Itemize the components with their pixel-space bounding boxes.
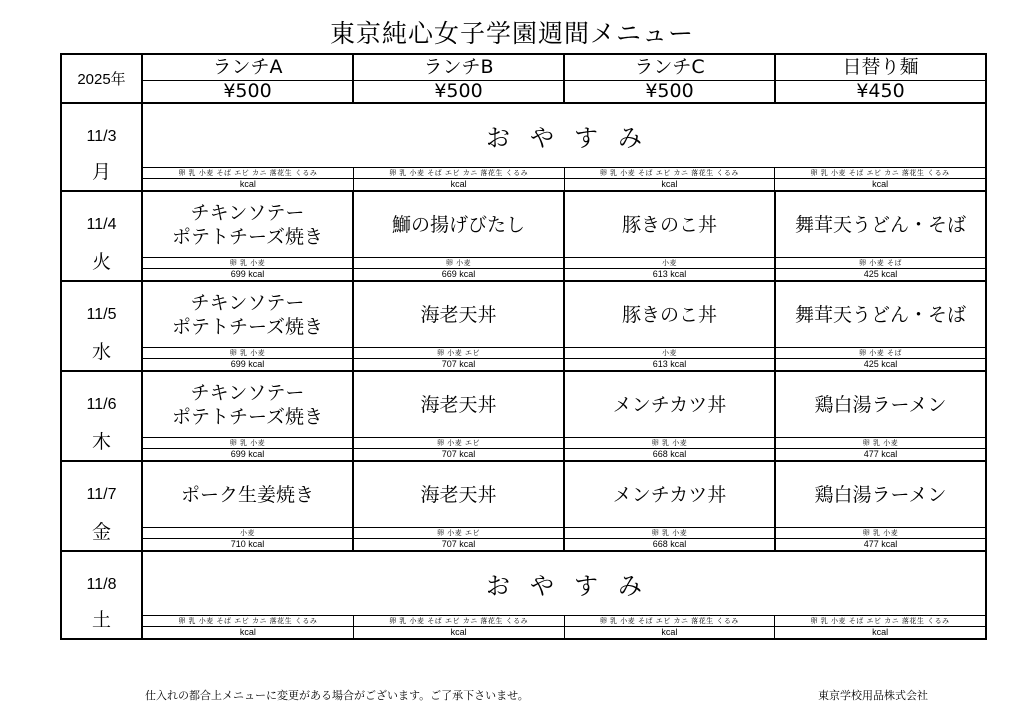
- day-cell: [61, 461, 142, 551]
- company-name: 東京学校用品株式会社: [818, 689, 928, 702]
- holiday-sub-cell: [565, 615, 776, 638]
- allergen-list: 卵 乳 小麦: [565, 437, 774, 448]
- weekday-label: 月: [91, 161, 111, 183]
- dish-line: チキンソテー: [190, 201, 305, 224]
- calorie-value: 613 kcal: [565, 358, 774, 370]
- dish-line: 鶏白湯ラーメン: [814, 483, 947, 506]
- menu-cell: [142, 461, 353, 551]
- calorie-value: 710 kcal: [143, 538, 352, 550]
- allergen-list: 卵 小麦 エビ: [354, 527, 563, 538]
- column-header-lunch-a: [142, 54, 353, 103]
- allergen-list: 卵 小麦 エビ: [354, 347, 563, 358]
- menu-cell: [353, 281, 564, 371]
- header-row: [61, 54, 986, 103]
- day-row: [61, 281, 986, 371]
- holiday-label: おやすみ: [486, 124, 662, 152]
- column-name: ランチB: [423, 56, 494, 78]
- dish-line: 豚きのこ丼: [621, 303, 717, 326]
- calorie-value: kcal: [354, 178, 564, 190]
- menu-cell: [353, 371, 564, 461]
- day-row: [61, 371, 986, 461]
- day-cell: [61, 191, 142, 281]
- column-header-daily-noodle: [775, 54, 986, 103]
- allergen-list: 卵 小麦 そば: [776, 347, 985, 358]
- calorie-value: 707 kcal: [354, 538, 563, 550]
- menu-cell: [564, 191, 775, 281]
- menu-cell: [775, 371, 986, 461]
- dish-name: [565, 372, 774, 437]
- allergen-list: 卵 乳 小麦: [143, 257, 352, 268]
- column-price: ¥500: [354, 80, 563, 102]
- menu-cell: [775, 281, 986, 371]
- dish-line: ポテトチーズ焼き: [171, 225, 324, 248]
- dish-line: 鰤の揚げびたし: [391, 213, 525, 236]
- dish-line: 豚きのこ丼: [621, 213, 717, 236]
- change-notice: 仕入れの都合上メニューに変更がある場合がございます。ご了承下さいませ。: [145, 689, 529, 702]
- calorie-value: 425 kcal: [776, 268, 985, 280]
- dish-name: [354, 372, 563, 437]
- dish-name: [354, 282, 563, 347]
- calorie-value: 477 kcal: [776, 448, 985, 460]
- weekly-menu-table: [60, 53, 987, 640]
- column-price: ¥500: [143, 80, 352, 102]
- menu-cell: [142, 371, 353, 461]
- menu-cell: [564, 461, 775, 551]
- calorie-value: kcal: [775, 626, 985, 638]
- column-name: ランチC: [634, 56, 705, 78]
- allergen-list: 卵 乳 小麦 そば エビ カニ 落花生 くるみ: [143, 615, 353, 626]
- column-header-lunch-c: [564, 54, 775, 103]
- calorie-value: kcal: [143, 626, 353, 638]
- date-label: 11/4: [86, 216, 117, 233]
- dish-line: 舞茸天うどん・そば: [794, 303, 966, 326]
- dish-name: [776, 192, 985, 257]
- holiday-cell: [142, 103, 986, 191]
- calorie-value: kcal: [565, 626, 775, 638]
- column-price: ¥450: [776, 80, 985, 102]
- calorie-value: 425 kcal: [776, 358, 985, 370]
- allergen-list: 卵 乳 小麦 そば エビ カニ 落花生 くるみ: [775, 167, 985, 178]
- calorie-value: 668 kcal: [565, 538, 774, 550]
- holiday-label: おやすみ: [486, 572, 662, 600]
- calorie-value: 699 kcal: [143, 358, 352, 370]
- allergen-list: 卵 小麦: [354, 257, 563, 268]
- menu-cell: [142, 191, 353, 281]
- weekday-label: 土: [91, 609, 111, 631]
- calorie-value: kcal: [565, 178, 775, 190]
- holiday-sub-cell: [354, 167, 565, 190]
- day-row: [61, 551, 986, 639]
- holiday-allergen-row: [143, 167, 985, 190]
- allergen-list: 卵 乳 小麦: [776, 527, 985, 538]
- calorie-value: kcal: [143, 178, 353, 190]
- calorie-value: 699 kcal: [143, 448, 352, 460]
- day-row: [61, 103, 986, 191]
- dish-line: 舞茸天うどん・そば: [794, 213, 966, 236]
- holiday-cell: [142, 551, 986, 639]
- dish-name: [143, 282, 352, 347]
- calorie-value: 699 kcal: [143, 268, 352, 280]
- day-cell: [61, 551, 142, 639]
- allergen-list: 卵 乳 小麦 そば エビ カニ 落花生 くるみ: [565, 167, 775, 178]
- date-label: 11/5: [86, 306, 117, 323]
- column-name: 日替り麺: [842, 56, 919, 78]
- allergen-list: 卵 乳 小麦: [143, 437, 352, 448]
- calorie-value: kcal: [354, 626, 564, 638]
- dish-line: 海老天丼: [420, 303, 497, 326]
- dish-line: チキンソテー: [190, 291, 305, 314]
- dish-name: [354, 462, 563, 527]
- calorie-value: 668 kcal: [565, 448, 774, 460]
- menu-cell: [353, 191, 564, 281]
- allergen-list: 卵 小麦 そば: [776, 257, 985, 268]
- calorie-value: 707 kcal: [354, 448, 563, 460]
- dish-name: [776, 372, 985, 437]
- dish-name: [565, 192, 774, 257]
- calorie-value: 707 kcal: [354, 358, 563, 370]
- calorie-value: 669 kcal: [354, 268, 563, 280]
- allergen-list: 卵 乳 小麦: [776, 437, 985, 448]
- menu-cell: [775, 461, 986, 551]
- holiday-sub-cell: [143, 615, 354, 638]
- holiday-sub-cell: [775, 167, 985, 190]
- dish-name: [776, 462, 985, 527]
- allergen-list: 卵 小麦 エビ: [354, 437, 563, 448]
- column-header-lunch-b: [353, 54, 564, 103]
- menu-cell: [775, 191, 986, 281]
- dish-line: ポテトチーズ焼き: [171, 405, 324, 428]
- year-cell: 2025年: [61, 54, 142, 103]
- allergen-list: 小麦: [565, 347, 774, 358]
- day-row: [61, 461, 986, 551]
- weekday-label: 水: [91, 341, 111, 363]
- allergen-list: 卵 乳 小麦 そば エビ カニ 落花生 くるみ: [565, 615, 775, 626]
- dish-line: メンチカツ丼: [612, 393, 727, 416]
- day-cell: [61, 103, 142, 191]
- dish-name: [143, 372, 352, 437]
- day-row: [61, 191, 986, 281]
- allergen-list: 卵 乳 小麦 そば エビ カニ 落花生 くるみ: [354, 167, 564, 178]
- holiday-allergen-row: [143, 615, 985, 638]
- allergen-list: 卵 乳 小麦 そば エビ カニ 落花生 くるみ: [143, 167, 353, 178]
- date-label: 11/8: [86, 576, 117, 593]
- calorie-value: kcal: [775, 178, 985, 190]
- dish-name: [565, 462, 774, 527]
- weekday-label: 火: [91, 251, 111, 273]
- holiday-sub-cell: [565, 167, 776, 190]
- weekday-label: 木: [91, 431, 111, 453]
- holiday-sub-cell: [775, 615, 985, 638]
- dish-name: [143, 192, 352, 257]
- date-label: 11/3: [86, 128, 117, 145]
- calorie-value: 477 kcal: [776, 538, 985, 550]
- date-label: 11/6: [86, 396, 117, 413]
- menu-cell: [353, 461, 564, 551]
- menu-title: 東京純心女子学園週間メニュー: [329, 19, 694, 48]
- dish-line: 海老天丼: [420, 393, 497, 416]
- allergen-list: 卵 乳 小麦: [565, 527, 774, 538]
- dish-line: 鶏白湯ラーメン: [814, 393, 947, 416]
- dish-name: [776, 282, 985, 347]
- day-cell: [61, 281, 142, 371]
- dish-line: ポテトチーズ焼き: [171, 315, 324, 338]
- holiday-sub-cell: [143, 167, 354, 190]
- dish-line: メンチカツ丼: [612, 483, 727, 506]
- allergen-list: 小麦: [565, 257, 774, 268]
- calorie-value: 613 kcal: [565, 268, 774, 280]
- allergen-list: 小麦: [143, 527, 352, 538]
- dish-name: [354, 192, 563, 257]
- menu-cell: [564, 281, 775, 371]
- weekday-label: 金: [91, 521, 111, 543]
- holiday-sub-cell: [354, 615, 565, 638]
- day-cell: [61, 371, 142, 461]
- allergen-list: 卵 乳 小麦 そば エビ カニ 落花生 くるみ: [354, 615, 564, 626]
- column-price: ¥500: [565, 80, 774, 102]
- column-name: ランチA: [212, 56, 283, 78]
- dish-line: 海老天丼: [420, 483, 497, 506]
- menu-cell: [564, 371, 775, 461]
- allergen-list: 卵 乳 小麦: [143, 347, 352, 358]
- dish-line: ポーク生姜焼き: [180, 483, 314, 506]
- dish-name: [143, 462, 352, 527]
- dish-line: チキンソテー: [190, 381, 305, 404]
- menu-cell: [142, 281, 353, 371]
- dish-name: [565, 282, 774, 347]
- date-label: 11/7: [86, 486, 117, 503]
- allergen-list: 卵 乳 小麦 そば エビ カニ 落花生 くるみ: [775, 615, 985, 626]
